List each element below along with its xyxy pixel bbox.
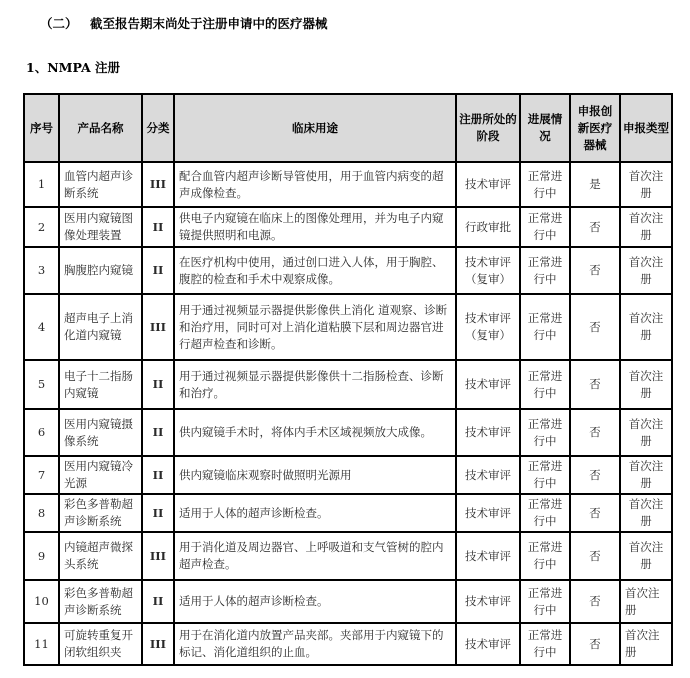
column-header-name: 产品名称: [59, 94, 142, 162]
cell-stage: 技术审评: [456, 580, 520, 623]
cell-use: 供内窥镜临床观察时做照明光源用: [174, 456, 456, 494]
table-row: [24, 623, 672, 665]
cell-class: II: [142, 247, 174, 294]
cell-stage: 技术审评: [456, 456, 520, 494]
table-row: [24, 532, 672, 580]
cell-stage: 技术审评: [456, 532, 520, 580]
cell-innovative: 否: [570, 532, 620, 580]
cell-class: II: [142, 409, 174, 456]
cell-type: 首次注册: [620, 456, 672, 494]
cell-stage: 技术审评: [456, 360, 520, 409]
cell-use: 在医疗机构中使用，通过创口进入人体，用于胸腔、腹腔的检查和手术中观察成像。: [174, 247, 456, 294]
cell-name: 超声电子上消化道内窥镜: [59, 294, 142, 360]
section-heading: [40, 14, 328, 32]
cell-type: 首次注册: [620, 494, 672, 532]
cell-progress: 正常进行中: [520, 623, 570, 665]
cell-name: 彩色多普勒超声诊断系统: [59, 494, 142, 532]
cell-class: II: [142, 456, 174, 494]
cell-class: III: [142, 162, 174, 207]
cell-stage: 技术审评: [456, 162, 520, 207]
cell-use: 用于通过视频显示器提供影像供上消化 道观察、诊断和治疗用，同时可对上消化道粘膜下层和周边器官进行超声检查和诊断。: [174, 294, 456, 360]
cell-no: 5: [24, 360, 59, 409]
registration-table: [23, 93, 673, 666]
table-row: [24, 162, 672, 207]
cell-innovative: 否: [570, 580, 620, 623]
subsection-heading: 1、NMPA 注册: [26, 60, 121, 75]
cell-name: 内镜超声微探头系统: [59, 532, 142, 580]
cell-class: III: [142, 294, 174, 360]
cell-stage: 技术审评（复审）: [456, 294, 520, 360]
cell-class: II: [142, 207, 174, 247]
cell-progress: 正常进行中: [520, 580, 570, 623]
cell-innovative: 否: [570, 494, 620, 532]
cell-no: 9: [24, 532, 59, 580]
cell-innovative: 否: [570, 409, 620, 456]
column-header-innovative: 申报创新医疗器械: [570, 94, 620, 162]
cell-type: 首次注册: [620, 294, 672, 360]
cell-name: 血管内超声诊断系统: [59, 162, 142, 207]
cell-type: 首次注册: [620, 162, 672, 207]
table-header-row: [24, 94, 672, 162]
cell-no: 11: [24, 623, 59, 665]
cell-no: 8: [24, 494, 59, 532]
cell-stage: 行政审批: [456, 207, 520, 247]
cell-innovative: 否: [570, 247, 620, 294]
cell-use: 供内窥镜手术时，将体内手术区域视频放大成像。: [174, 409, 456, 456]
cell-progress: 正常进行中: [520, 162, 570, 207]
cell-type: 首次注册: [620, 532, 672, 580]
column-header-use: 临床用途: [174, 94, 456, 162]
cell-progress: 正常进行中: [520, 207, 570, 247]
table-row: [24, 409, 672, 456]
column-header-class: 分类: [142, 94, 174, 162]
cell-use: 用于在消化道内放置产品夹部。夹部用于内窥镜下的标记、消化道组织的止血。: [174, 623, 456, 665]
table-row: [24, 294, 672, 360]
cell-name: 医用内窥镜图像处理装置: [59, 207, 142, 247]
cell-no: 10: [24, 580, 59, 623]
cell-no: 6: [24, 409, 59, 456]
cell-type: 首次注册: [620, 247, 672, 294]
cell-stage: 技术审评: [456, 623, 520, 665]
table-row: [24, 580, 672, 623]
cell-no: 2: [24, 207, 59, 247]
column-header-stage: 注册所处的阶段: [456, 94, 520, 162]
cell-use: 供电子内窥镜在临床上的图像处理用，并为电子内窥镜提供照明和电源。: [174, 207, 456, 247]
cell-use: 适用于人体的超声诊断检查。: [174, 580, 456, 623]
cell-use: 用于通过视频显示器提供影像供十二指肠检查、诊断和治疗。: [174, 360, 456, 409]
cell-class: II: [142, 494, 174, 532]
cell-innovative: 是: [570, 162, 620, 207]
cell-use: 用于消化道及周边器官、上呼吸道和支气管树的腔内超声检查。: [174, 532, 456, 580]
table-row: [24, 207, 672, 247]
cell-class: II: [142, 360, 174, 409]
cell-progress: 正常进行中: [520, 247, 570, 294]
cell-name: 医用内窥镜摄像系统: [59, 409, 142, 456]
section-number: （二）: [40, 16, 78, 31]
cell-type: 首次注册: [620, 409, 672, 456]
cell-class: II: [142, 580, 174, 623]
cell-use: 适用于人体的超声诊断检查。: [174, 494, 456, 532]
table-row: [24, 247, 672, 294]
cell-stage: 技术审评（复审）: [456, 247, 520, 294]
column-header-type: 申报类型: [620, 94, 672, 162]
column-header-no: 序号: [24, 94, 59, 162]
cell-use: 配合血管内超声诊断导管使用，用于血管内病变的超声成像检查。: [174, 162, 456, 207]
table-row: [24, 360, 672, 409]
cell-innovative: 否: [570, 207, 620, 247]
cell-progress: 正常进行中: [520, 456, 570, 494]
cell-no: 4: [24, 294, 59, 360]
cell-progress: 正常进行中: [520, 532, 570, 580]
cell-name: 电子十二指肠内窥镜: [59, 360, 142, 409]
cell-type: 首次注册: [620, 580, 672, 623]
cell-innovative: 否: [570, 294, 620, 360]
cell-no: 7: [24, 456, 59, 494]
cell-name: 胸腹腔内窥镜: [59, 247, 142, 294]
cell-innovative: 否: [570, 623, 620, 665]
cell-stage: 技术审评: [456, 409, 520, 456]
cell-name: 彩色多普勒超声诊断系统: [59, 580, 142, 623]
cell-type: 首次注册: [620, 623, 672, 665]
cell-type: 首次注册: [620, 207, 672, 247]
cell-type: 首次注册: [620, 360, 672, 409]
cell-progress: 正常进行中: [520, 294, 570, 360]
table-row: [24, 456, 672, 494]
cell-innovative: 否: [570, 360, 620, 409]
cell-progress: 正常进行中: [520, 494, 570, 532]
column-header-progress: 进展情况: [520, 94, 570, 162]
cell-no: 1: [24, 162, 59, 207]
cell-class: III: [142, 532, 174, 580]
cell-no: 3: [24, 247, 59, 294]
table-row: [24, 494, 672, 532]
cell-stage: 技术审评: [456, 494, 520, 532]
section-heading-text: 截至报告期末尚处于注册申请中的医疗器械: [90, 16, 328, 31]
cell-progress: 正常进行中: [520, 409, 570, 456]
cell-class: III: [142, 623, 174, 665]
cell-progress: 正常进行中: [520, 360, 570, 409]
cell-name: 医用内窥镜冷光源: [59, 456, 142, 494]
cell-name: 可旋转重复开闭软组织夹: [59, 623, 142, 665]
cell-innovative: 否: [570, 456, 620, 494]
